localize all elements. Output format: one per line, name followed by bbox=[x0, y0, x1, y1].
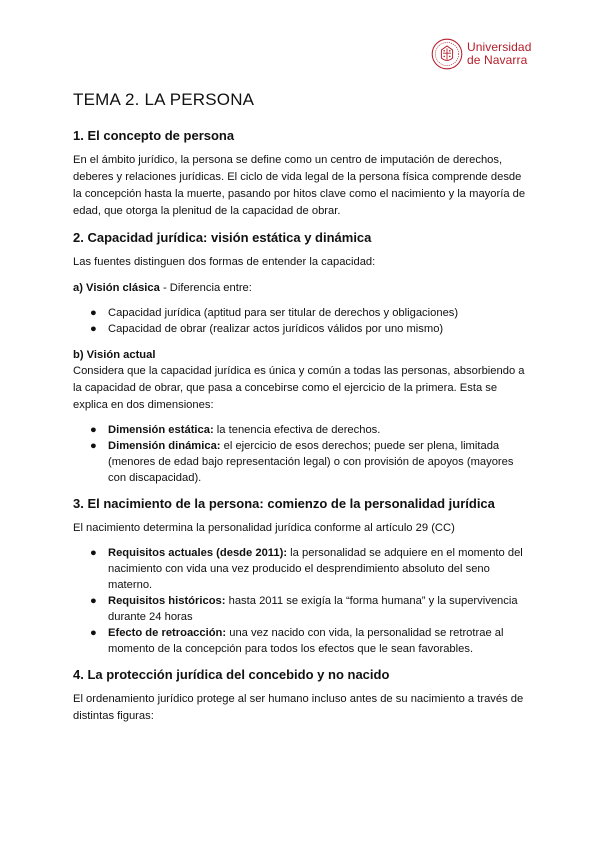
section-2-intro: Las fuentes distinguen dos formas de entender la capacidad: bbox=[73, 256, 376, 268]
list-item: ● Capacidad de obrar (realizar actos jurídicos válidos por uno mismo) bbox=[90, 323, 444, 335]
list-item: ● Requisitos históricos: hasta 2011 se exigía la “forma humana” y la supervivencia durante 24 horas bbox=[90, 595, 518, 623]
bullet-icon: ● bbox=[90, 627, 97, 639]
subsection-a-label: a) Visión clásica bbox=[73, 282, 160, 294]
bullet-icon: ● bbox=[90, 595, 97, 607]
logo-line-1: Universidad bbox=[467, 40, 532, 54]
list-item: ● Requisitos actuales (desde 2011): la personalidad se adquiere en el momento del nacimiento con vida una vez producido el desprendimiento absoluto del seno materno. bbox=[90, 547, 523, 591]
section-1-heading: 1. El concepto de persona bbox=[73, 128, 235, 143]
bullet-icon: ● bbox=[90, 440, 97, 452]
subsection-b-paragraph: Considera que la capacidad jurídica es única y común a todas las personas, absorbiendo a la capacidad de obrar, que pasa a concebirse como el ejercicio de la primera. Esta se explica en dos dimensiones: bbox=[73, 365, 525, 411]
subsection-a-text: - Diferencia entre: bbox=[159, 282, 252, 294]
bullet-icon: ● bbox=[90, 547, 97, 559]
list-item: ● Dimensión dinámica: el ejercicio de esos derechos; puede ser plena, limitada (menores de edad bajo representación legal) o con provisión de apoyos (mayores con discapacidad). bbox=[90, 440, 514, 484]
section-3-list bbox=[73, 545, 533, 657]
list-item: ● Capacidad jurídica (aptitud para ser titular de derechos y obligaciones) bbox=[90, 307, 459, 319]
list-item: ● Efecto de retroacción: una vez nacido con vida, la personalidad se retrotrae al momento de la concepción para todos los efectos que le sean favorables. bbox=[90, 627, 504, 655]
university-wordmark bbox=[467, 41, 531, 67]
page-title: TEMA 2. LA PERSONA bbox=[73, 90, 255, 109]
university-logo bbox=[431, 30, 541, 78]
subsection-a bbox=[73, 280, 533, 297]
subsection-b-list bbox=[73, 422, 533, 486]
logo-line-2: de Navarra bbox=[467, 53, 528, 67]
subsection-b-label: b) Visión actual bbox=[73, 349, 156, 361]
bullet-icon: ● bbox=[90, 424, 97, 436]
section-3-heading: 3. El nacimiento de la persona: comienzo de la personalidad jurídica bbox=[73, 496, 495, 511]
bullet-icon: ● bbox=[90, 323, 97, 335]
section-3-intro: El nacimiento determina la personalidad jurídica conforme al artículo 29 (CC) bbox=[73, 522, 455, 534]
section-4-paragraph: El ordenamiento jurídico protege al ser humano incluso antes de su nacimiento a través de distintas figuras: bbox=[73, 693, 524, 722]
document-body bbox=[73, 90, 533, 725]
university-seal-icon bbox=[431, 38, 463, 70]
section-1-paragraph: En el ámbito jurídico, la persona se define como un centro de imputación de derechos, deberes y relaciones jurídicas. El ciclo de vida legal de la persona física comprende desde la concepción hasta la muerte, pasando por hitos clave como el nacimiento y la mayoría de edad, que otorga la plenitud de la capacidad de obrar. bbox=[73, 154, 526, 217]
subsection-a-list bbox=[73, 305, 533, 337]
section-2-heading: 2. Capacidad jurídica: visión estática y dinámica bbox=[73, 230, 372, 245]
bullet-icon: ● bbox=[90, 307, 97, 319]
list-item: ● Dimensión estática: la tenencia efectiva de derechos. bbox=[90, 424, 381, 436]
section-4-heading: 4. La protección jurídica del concebido y no nacido bbox=[73, 667, 390, 682]
